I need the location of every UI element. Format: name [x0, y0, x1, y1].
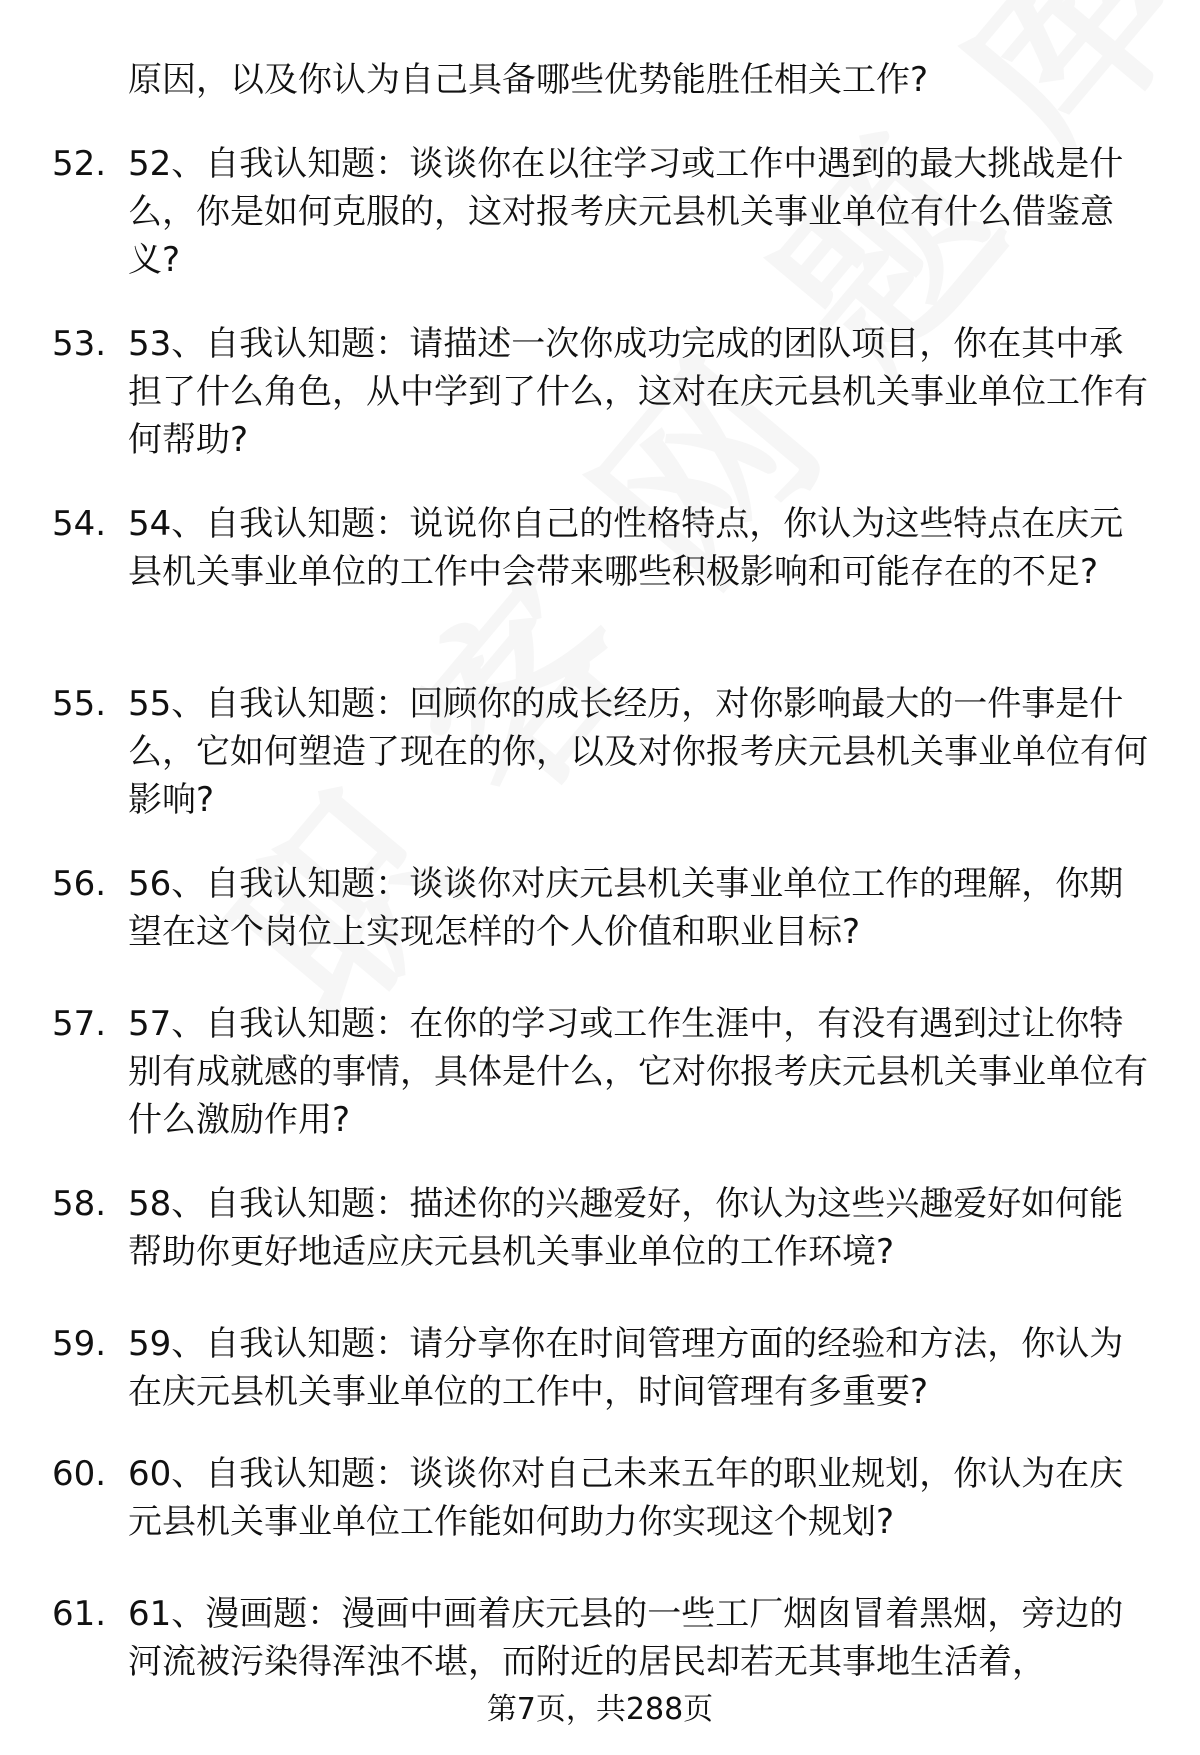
- question-text: 58、自我认知题：描述你的兴趣爱好，你认为这些兴趣爱好如何能帮助你更好地适应庆元县机关事业单位的工作环境?: [128, 1184, 1124, 1272]
- question-text: 57、自我认知题：在你的学习或工作生涯中，有没有遇到过让你特别有成就感的事情，具体是什么，它对你报考庆元县机关事业单位有什么激励作用?: [128, 1004, 1148, 1140]
- question-text: 59、自我认知题：请分享你在时间管理方面的经验和方法，你认为在庆元县机关事业单位的工作中，时间管理有多重要?: [128, 1324, 1124, 1412]
- question-text: 61、漫画题：漫画中画着庆元县的一些工厂烟囱冒着黑烟，旁边的河流被污染得浑浊不堪，而附近的居民却若无其事地生活着，: [128, 1594, 1124, 1682]
- question-number: 54.: [52, 504, 107, 544]
- question-number: 56.: [52, 864, 107, 904]
- question-text: 54、自我认知题：说说你自己的性格特点，你认为这些特点在庆元县机关事业单位的工作中会带来哪些积极影响和可能存在的不足?: [128, 504, 1124, 592]
- question-number: 61.: [52, 1594, 107, 1634]
- question-text: 55、自我认知题：回顾你的成长经历，对你影响最大的一件事是什么，它如何塑造了现在的你，以及对你报考庆元县机关事业单位有何影响?: [128, 684, 1148, 820]
- continuation-text: 原因，以及你认为自己具备哪些优势能胜任相关工作?: [128, 60, 929, 100]
- question-number: 60.: [52, 1454, 107, 1494]
- question-number: 59.: [52, 1324, 107, 1364]
- question-text: 56、自我认知题：谈谈你对庆元县机关事业单位工作的理解，你期望在这个岗位上实现怎样的个人价值和职业目标?: [128, 864, 1124, 952]
- question-text: 53、自我认知题：请描述一次你成功完成的团队项目，你在其中承担了什么角色，从中学到了什么，这对在庆元县机关事业单位工作有何帮助?: [128, 324, 1148, 460]
- question-text: 60、自我认知题：谈谈你对自己未来五年的职业规划，你认为在庆元县机关事业单位工作能如何助力你实现这个规划?: [128, 1454, 1124, 1542]
- page-footer: 第7页，共288页: [486, 1692, 714, 1727]
- question-number: 53.: [52, 324, 107, 364]
- question-number: 55.: [52, 684, 107, 724]
- question-number: 58.: [52, 1184, 107, 1224]
- question-text: 52、自我认知题：谈谈你在以往学习或工作中遇到的最大挑战是什么，你是如何克服的，这对报考庆元县机关事业单位有什么借鉴意义?: [128, 144, 1124, 280]
- question-number: 57.: [52, 1004, 107, 1044]
- question-number: 52.: [52, 144, 107, 184]
